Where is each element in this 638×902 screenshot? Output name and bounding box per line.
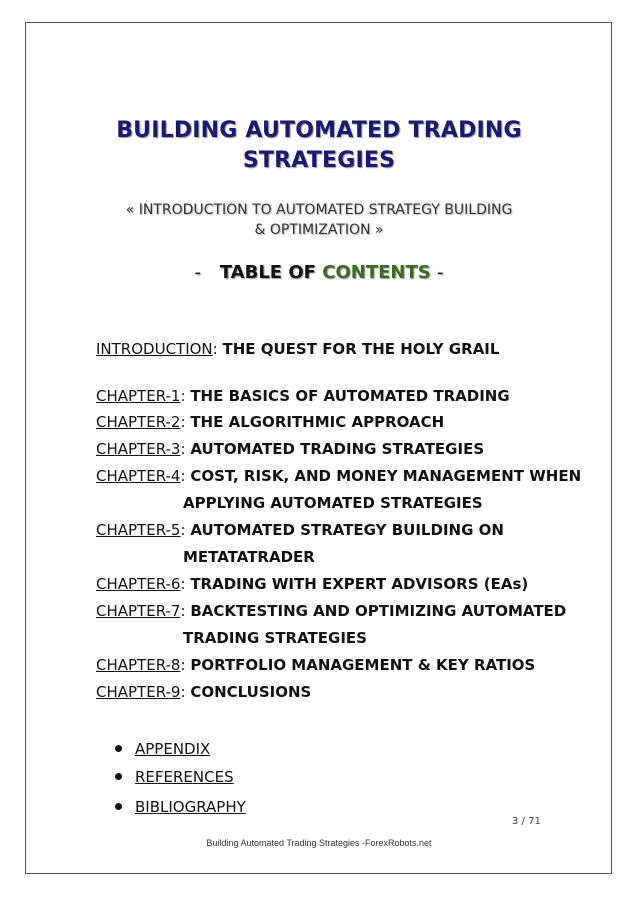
toc-link-references[interactable]: REFERENCES (135, 768, 234, 786)
toc-link-chapter-4[interactable]: CHAPTER-4 (96, 467, 181, 485)
toc-heading-word-2: CONTENTS (322, 262, 431, 283)
toc-entry-chapter-5[interactable] (96, 517, 504, 543)
toc-entry-chapter-8[interactable] (96, 652, 535, 678)
toc-title-introduction: THE QUEST FOR THE HOLY GRAIL (222, 340, 500, 358)
toc-title-chapter-4-continued: APPLYING AUTOMATED STRATEGIES (183, 494, 483, 512)
toc-entry-chapter-2[interactable] (96, 409, 444, 435)
toc-link-chapter-9[interactable]: CHAPTER-9 (96, 683, 181, 701)
toc-link-chapter-1[interactable]: CHAPTER-1 (96, 387, 181, 405)
toc-link-chapter-3[interactable]: CHAPTER-3 (96, 440, 181, 458)
toc-link-chapter-7[interactable]: CHAPTER-7 (96, 602, 181, 620)
toc-title-chapter-6: TRADING WITH EXPERT ADVISORS (EAs) (190, 575, 529, 593)
bullet-icon (115, 773, 122, 780)
toc-entry-chapter-9[interactable] (96, 679, 311, 705)
toc-separator: : (180, 467, 186, 485)
bullet-icon (115, 745, 122, 752)
toc-extra-appendix[interactable] (115, 736, 210, 762)
page-number: 3 / 71 (512, 816, 541, 827)
toc-separator: : (180, 656, 186, 674)
toc-title-chapter-4: COST, RISK, AND MONEY MANAGEMENT WHEN (190, 467, 582, 485)
toc-entry-chapter-4[interactable] (96, 463, 581, 489)
toc-heading-word-1: TABLE OF (219, 262, 316, 283)
page-footer: Building Automated Trading Strategies -ForexRobots.net (206, 838, 432, 848)
toc-title-chapter-1: THE BASICS OF AUTOMATED TRADING (190, 387, 510, 405)
toc-separator: : (180, 683, 186, 701)
toc-link-chapter-5[interactable]: CHAPTER-5 (96, 521, 181, 539)
toc-separator: : (180, 387, 186, 405)
subtitle-line-1: « INTRODUCTION TO AUTOMATED STRATEGY BUILDING (125, 202, 513, 218)
toc-title-chapter-5: AUTOMATED STRATEGY BUILDING ON (190, 521, 504, 539)
toc-title-chapter-5-continued: METATATRADER (183, 548, 315, 566)
toc-title-chapter-7: BACKTESTING AND OPTIMIZING AUTOMATED (190, 602, 567, 620)
toc-separator: : (212, 340, 218, 358)
toc-dash-left: - (194, 262, 201, 283)
toc-separator: : (180, 413, 186, 431)
toc-entry-chapter-6[interactable] (96, 571, 528, 597)
toc-title-chapter-8: PORTFOLIO MANAGEMENT & KEY RATIOS (190, 656, 536, 674)
toc-separator: : (180, 521, 186, 539)
toc-title-chapter-7-continued: TRADING STRATEGIES (183, 629, 367, 647)
toc-link-bibliography[interactable]: BIBLIOGRAPHY (135, 798, 246, 816)
document-title-line-1: BUILDING AUTOMATED TRADING (116, 118, 522, 143)
toc-title-chapter-9: CONCLUSIONS (190, 683, 312, 701)
toc-extra-bibliography[interactable] (115, 794, 246, 820)
toc-link-chapter-6[interactable]: CHAPTER-6 (96, 575, 181, 593)
toc-separator: : (180, 602, 186, 620)
toc-entry-chapter-1[interactable] (96, 383, 510, 409)
toc-extra-references[interactable] (115, 764, 234, 790)
toc-separator: : (180, 440, 186, 458)
toc-dash-right: - (437, 262, 444, 283)
subtitle-line-2: & OPTIMIZATION » (254, 222, 384, 238)
toc-link-introduction[interactable]: INTRODUCTION (96, 340, 213, 358)
toc-title-chapter-2: THE ALGORITHMIC APPROACH (190, 413, 445, 431)
bullet-icon (115, 803, 122, 810)
toc-heading (0, 262, 638, 283)
toc-link-chapter-8[interactable]: CHAPTER-8 (96, 656, 181, 674)
toc-link-appendix[interactable]: APPENDIX (135, 740, 211, 758)
toc-title-chapter-3: AUTOMATED TRADING STRATEGIES (190, 440, 485, 458)
toc-entry-introduction[interactable] (96, 336, 499, 362)
toc-entry-chapter-7[interactable] (96, 598, 566, 624)
document-title-line-2: STRATEGIES (242, 148, 396, 173)
toc-separator: : (180, 575, 186, 593)
toc-entry-chapter-3[interactable] (96, 436, 484, 462)
toc-link-chapter-2[interactable]: CHAPTER-2 (96, 413, 181, 431)
